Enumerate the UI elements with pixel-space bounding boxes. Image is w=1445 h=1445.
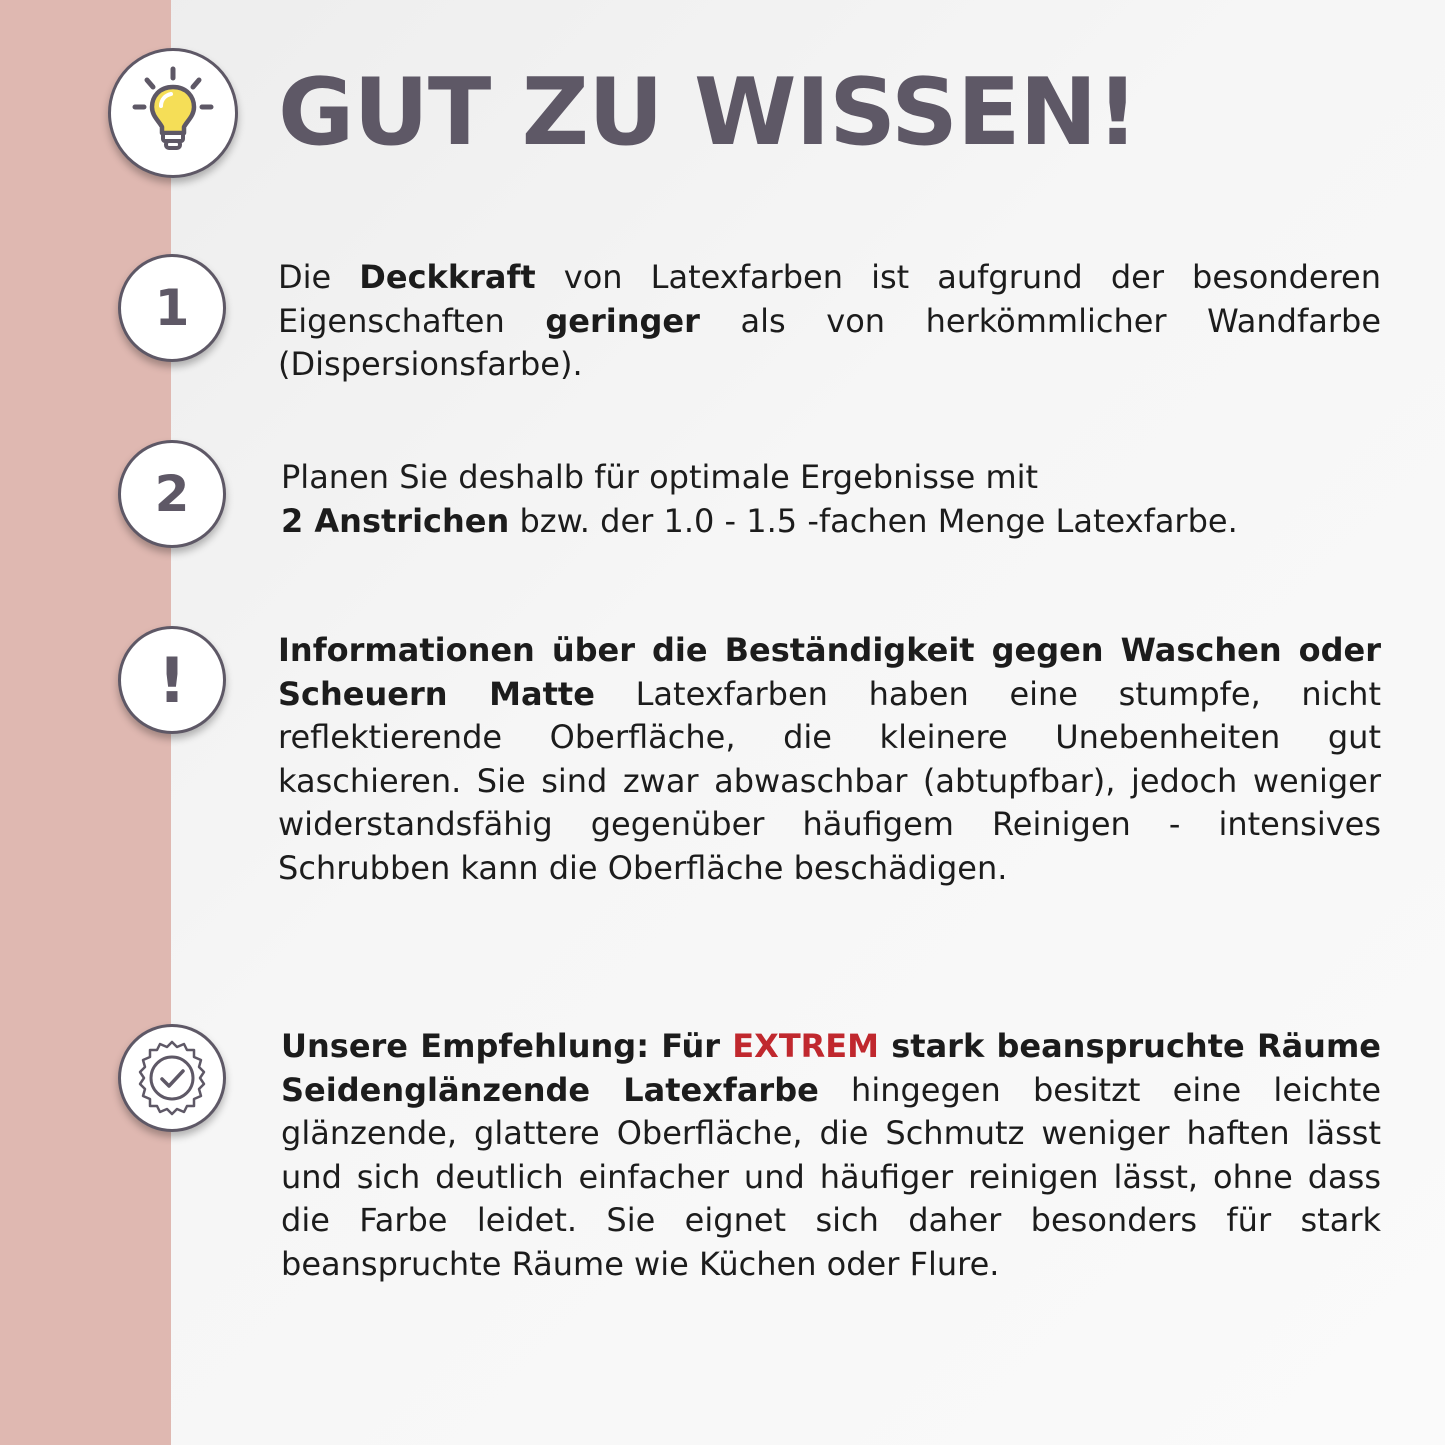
text-segment: als von herkömmlicher Wandfarbe (Dispersionsfarbe). [278, 301, 1381, 383]
bold-segment: geringer [545, 301, 700, 340]
text-segment: von Latexfarben ist aufgrund der besonderen Eigenschaften [278, 258, 1382, 340]
highlight-text: EXTREM [732, 1027, 879, 1065]
text-segment: hingegen besitzt eine leichte glänzende, glattere Oberfläche, die Schmutz weniger haften lässt und sich deutlich einfacher und häufiger reinigen lässt, ohne dass die Farbe leidet. Sie eignet sich daher besonders für stark beanspruchte Räume wie Küchen oder Flure. [281, 1070, 1382, 1283]
step-1-badge [118, 254, 226, 362]
bold-segment: Deckkraft [359, 258, 536, 296]
info-paragraph-2 [281, 456, 1384, 543]
info-paragraph-4 [281, 1025, 1381, 1286]
step-number: 2 [154, 465, 190, 523]
badge-check-icon [130, 1036, 214, 1120]
info-paragraph-1 [278, 256, 1381, 387]
step-number: 1 [154, 279, 190, 337]
step-2-badge [118, 440, 226, 548]
lightbulb-icon [123, 63, 223, 163]
recommendation-badge [118, 1024, 226, 1132]
exclamation-icon: ! [157, 643, 187, 717]
bold-segment: Informationen über die Beständigkeit gegen Waschen oder Scheuern Matte [278, 631, 1381, 713]
bold-segment: Unsere Empfehlung: Für [281, 1027, 733, 1065]
warning-badge [118, 626, 226, 734]
bold-segment: 2 Anstrichen [281, 501, 510, 540]
bold-segment: stark beanspruchte Räume Seidenglänzende Latexfarbe [281, 1027, 1381, 1109]
text-segment: Planen Sie deshalb für optimale Ergebnisse mit [281, 458, 1039, 496]
text-segment: bzw. der 1.0 - 1.5 -fachen Menge Latexfarbe. [509, 501, 1238, 540]
info-paragraph-3 [278, 629, 1381, 890]
text-segment: Die [278, 258, 360, 296]
lightbulb-badge [108, 48, 238, 178]
text-segment: Latexfarben haben eine stumpfe, nicht reflektierende Oberfläche, die kleinere Unebenheiten gut kaschieren. Sie sind zwar abwaschbar (abtupfbar), jedoch weniger widerstandsfähig gegenüber häufigem Reinigen - intensives Schrubben kann die Oberfläche beschädigen. [278, 674, 1382, 887]
page-title: GUT ZU WISSEN! [278, 58, 1138, 166]
